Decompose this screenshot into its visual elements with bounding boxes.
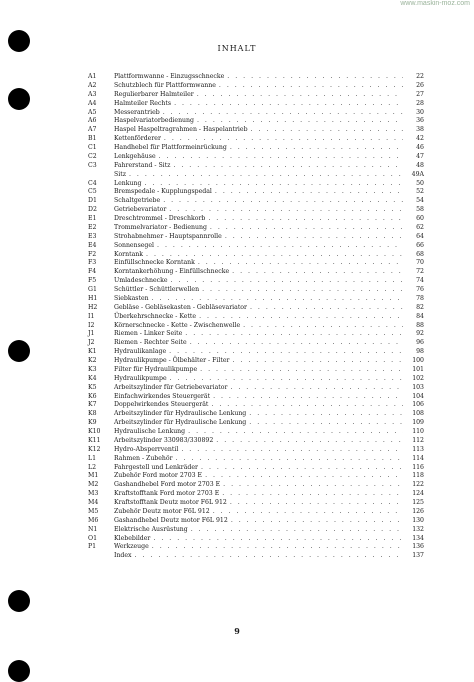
toc-entry-page: 103	[412, 383, 424, 391]
toc-entry-code: F2	[88, 250, 97, 258]
toc-entry	[88, 366, 424, 375]
toc-leader-dots	[232, 268, 403, 277]
toc-entry-page: 134	[412, 534, 424, 542]
toc-entry-page: 49A	[411, 170, 424, 178]
toc-entry-page: 70	[416, 259, 424, 267]
toc-entry	[88, 259, 424, 268]
toc-entry-label: Handhebel für Plattformeinrückung	[114, 144, 227, 151]
toc-entry-page: 22	[416, 73, 424, 80]
toc-entry-label: Rahmen - Zubehör	[114, 454, 173, 462]
toc-entry-code: C5	[88, 188, 97, 196]
toc-leader-dots	[159, 153, 403, 162]
toc-entry-label: Haspelvariatorbedienung	[114, 117, 194, 125]
toc-entry	[88, 135, 424, 144]
toc-entry-page: 102	[412, 374, 424, 382]
toc-leader-dots	[249, 419, 403, 428]
toc-entry-page: 88	[416, 321, 424, 329]
toc-entry-code: I2	[88, 321, 95, 329]
toc-entry-page: 137	[412, 552, 424, 560]
toc-entry-page: 132	[412, 525, 424, 533]
toc-entry-code: E4	[88, 241, 97, 249]
toc-leader-dots	[197, 91, 403, 100]
toc-entry-page: 54	[416, 197, 424, 205]
toc-leader-dots	[213, 393, 403, 402]
toc-entry-code: H2	[88, 303, 98, 311]
toc-entry-code: M2	[88, 481, 99, 489]
toc-entry-code: G1	[88, 286, 97, 293]
toc-entry-page: 108	[412, 410, 424, 418]
toc-entry	[88, 322, 424, 331]
toc-leader-dots	[174, 100, 403, 109]
toc-entry-label: Zubehör Deutz motor F6L 912	[114, 507, 210, 515]
toc-entry-code: K3	[88, 365, 97, 373]
toc-entry-code: A7	[88, 126, 97, 134]
toc-leader-dots	[213, 508, 403, 517]
toc-leader-dots	[215, 188, 403, 197]
toc-entry-code: A1	[88, 73, 97, 80]
toc-leader-dots	[202, 286, 403, 295]
toc-entry	[88, 419, 424, 428]
toc-entry-page: 38	[416, 126, 424, 134]
toc-leader-dots	[152, 295, 403, 304]
toc-leader-dots	[251, 126, 403, 135]
toc-entry-page: 82	[416, 303, 424, 311]
toc-leader-dots	[157, 242, 403, 251]
toc-entry-code: K9	[88, 419, 97, 427]
toc-entry-page: 113	[412, 445, 424, 453]
toc-entry	[88, 508, 424, 517]
toc-leader-dots	[129, 171, 403, 180]
toc-entry-label: Strohabnehmer - Hauptspannrolle	[114, 232, 222, 240]
toc-entry-page: 72	[416, 268, 424, 276]
toc-leader-dots	[191, 526, 403, 535]
toc-entry-label: Messerantrieb	[114, 108, 160, 116]
toc-leader-dots	[169, 348, 403, 357]
toc-entry	[88, 144, 424, 153]
toc-leader-dots	[223, 481, 403, 490]
toc-entry	[88, 73, 424, 82]
toc-entry-label: Schaltgetriebe	[114, 197, 161, 205]
toc-entry-label: Hydraulische Lenkung	[114, 428, 186, 435]
toc-entry-code: K11	[88, 436, 101, 444]
toc-leader-dots	[144, 180, 403, 189]
toc-entry-page: 116	[412, 463, 424, 471]
toc-entry	[88, 180, 424, 189]
toc-leader-dots	[188, 428, 403, 437]
toc-entry-code: B1	[88, 135, 97, 143]
toc-entry-code: L1	[88, 454, 97, 462]
binder-hole	[8, 88, 30, 110]
toc-leader-dots	[163, 197, 403, 206]
toc-entry	[88, 543, 424, 552]
toc-entry	[88, 268, 424, 277]
toc-entry	[88, 126, 424, 135]
toc-leader-dots	[169, 206, 403, 215]
toc-entry-page: 92	[416, 330, 424, 338]
toc-entry-label: Lenkung	[114, 179, 142, 187]
binder-hole	[8, 660, 30, 682]
toc-leader-dots	[222, 490, 403, 499]
toc-leader-dots	[211, 401, 403, 410]
toc-leader-dots	[197, 117, 403, 126]
toc-leader-dots	[153, 535, 403, 544]
table-of-contents	[88, 73, 424, 561]
toc-entry-page: 30	[416, 108, 424, 116]
toc-entry	[88, 233, 424, 242]
toc-entry-page: 84	[416, 312, 424, 320]
toc-entry-page: 42	[416, 135, 424, 143]
toc-entry-label: Korntankerhöhung - Einfüllschnecke	[114, 268, 230, 276]
toc-entry	[88, 82, 424, 91]
toc-entry-code: J2	[88, 339, 95, 347]
toc-entry-page: 50	[416, 179, 424, 187]
binder-hole	[8, 340, 30, 362]
toc-entry-code: K10	[88, 428, 101, 435]
toc-entry-label: Hydro-Absperrventil	[114, 445, 179, 453]
toc-entry-code: M4	[88, 499, 99, 506]
toc-leader-dots	[176, 455, 403, 464]
toc-entry-page: 64	[416, 232, 424, 240]
toc-entry	[88, 517, 424, 526]
toc-entry-page: 136	[412, 543, 424, 551]
toc-entry	[88, 481, 424, 490]
toc-entry	[88, 348, 424, 357]
toc-leader-dots	[216, 437, 403, 446]
toc-leader-dots	[230, 384, 403, 393]
toc-leader-dots	[190, 339, 403, 348]
toc-leader-dots	[171, 277, 403, 286]
toc-leader-dots	[198, 259, 403, 268]
toc-entry-code: M3	[88, 490, 99, 498]
toc-entry-page: 112	[412, 436, 424, 444]
toc-entry-page: 27	[416, 90, 424, 98]
toc-leader-dots	[164, 135, 403, 144]
page-title: INHALT	[217, 44, 257, 53]
toc-entry-code: K1	[88, 348, 97, 356]
toc-entry	[88, 437, 424, 446]
toc-entry-page: 106	[412, 401, 424, 409]
toc-entry-label: Schüttler - Schüttlerwellen	[114, 286, 200, 293]
toc-leader-dots	[243, 322, 403, 331]
toc-entry-page: 118	[412, 472, 424, 480]
toc-entry-code: K6	[88, 392, 97, 400]
toc-entry-label: Lenkgehäuse	[114, 152, 156, 160]
toc-leader-dots	[181, 446, 403, 455]
toc-leader-dots	[249, 410, 403, 419]
toc-leader-dots	[200, 366, 403, 375]
toc-entry-code: F3	[88, 259, 97, 267]
toc-entry-code: A2	[88, 81, 97, 89]
toc-entry-label: Zubehör Ford motor 2703 E	[114, 472, 203, 480]
toc-entry-label: Doppelwirkendes Steuergerät	[114, 401, 209, 409]
toc-entry-label: Schutzblech für Plattformwanne	[114, 81, 216, 89]
toc-entry-page: 47	[416, 152, 424, 160]
toc-entry-page: 46	[416, 144, 424, 151]
toc-leader-dots	[146, 251, 403, 260]
toc-entry-code: I1	[88, 312, 95, 320]
toc-entry-label: Regulierbarer Halmteiler	[114, 90, 194, 98]
toc-entry-code: K5	[88, 383, 97, 391]
toc-entry	[88, 100, 424, 109]
toc-entry	[88, 286, 424, 295]
toc-entry-page: 26	[416, 81, 424, 89]
toc-leader-dots	[227, 73, 403, 82]
toc-entry-page: 60	[416, 215, 424, 222]
toc-entry	[88, 410, 424, 419]
toc-entry-label: Riemen - Rechter Seite	[114, 339, 187, 347]
toc-entry-code: C2	[88, 152, 97, 160]
toc-entry-code: N1	[88, 525, 98, 533]
toc-entry-code: E2	[88, 223, 97, 231]
toc-entry-label: Hydraulikpumpe - Ölbehälter - Filter	[114, 357, 230, 364]
toc-entry-page: 109	[412, 419, 424, 427]
toc-entry	[88, 206, 424, 215]
toc-entry-label: Siebkasten	[114, 294, 149, 302]
toc-entry-code: M1	[88, 472, 99, 480]
toc-entry	[88, 153, 424, 162]
toc-entry-code: F5	[88, 277, 97, 285]
toc-entry	[88, 472, 424, 481]
toc-entry-label: Kraftstofftank Deutz motor F6L 912	[114, 499, 227, 506]
toc-entry-label: Fahrgestell und Lenkräder	[114, 463, 199, 471]
toc-entry-label: Arbeitszylinder für Getriebevariator	[114, 383, 228, 391]
toc-leader-dots	[232, 357, 403, 366]
toc-entry-label: Gashandhebel Ford motor 2703 E	[114, 481, 221, 489]
toc-entry-page: 101	[412, 365, 424, 373]
toc-entry-page: 76	[416, 286, 424, 293]
toc-entry-label: Hydraulikpumpe	[114, 374, 167, 382]
toc-entry-code: D2	[88, 206, 97, 214]
toc-entry-label: Arbeitszylinder 330983/330892	[114, 436, 214, 444]
toc-entry	[88, 490, 424, 499]
toc-entry	[88, 313, 424, 322]
toc-entry	[88, 446, 424, 455]
toc-entry	[88, 162, 424, 171]
toc-entry-label: Getriebevariator	[114, 206, 167, 214]
toc-leader-dots	[231, 517, 403, 526]
toc-entry	[88, 455, 424, 464]
toc-leader-dots	[152, 543, 403, 552]
toc-entry-label: Arbeitszylinder für Hydraulische Lenkung	[114, 419, 247, 427]
toc-entry-code: H1	[88, 294, 98, 302]
toc-entry-page: 28	[416, 99, 424, 107]
toc-entry-code: C3	[88, 161, 97, 169]
toc-entry	[88, 91, 424, 100]
toc-entry-code: A3	[88, 90, 97, 98]
toc-entry	[88, 117, 424, 126]
toc-entry	[88, 401, 424, 410]
toc-entry-code: P1	[88, 543, 97, 551]
toc-entry	[88, 375, 424, 384]
toc-entry-code: E3	[88, 232, 97, 240]
page-number: 9	[234, 626, 240, 636]
toc-entry-label: Werkzeuge	[114, 543, 149, 551]
toc-entry	[88, 357, 424, 366]
toc-entry-label: Haspel Haspeltragrahmen - Haspelantrieb	[114, 126, 248, 134]
toc-entry-page: 122	[412, 481, 424, 489]
toc-entry-code: M5	[88, 507, 99, 515]
toc-entry	[88, 251, 424, 260]
toc-entry	[88, 428, 424, 437]
toc-entry-code: A6	[88, 117, 97, 125]
toc-leader-dots	[135, 552, 403, 561]
toc-entry-page: 98	[416, 348, 424, 356]
toc-entry-page: 78	[416, 294, 424, 302]
toc-entry	[88, 277, 424, 286]
toc-entry-label: Riemen - Linker Seite	[114, 330, 183, 338]
toc-leader-dots	[199, 313, 403, 322]
toc-leader-dots	[230, 144, 403, 153]
toc-entry-label: Arbeitszylinder für Hydraulische Lenkung	[114, 410, 247, 418]
toc-entry-page: 126	[412, 507, 424, 515]
toc-entry-label: Hydraulikanlage	[114, 348, 167, 356]
toc-entry-code: K2	[88, 357, 97, 364]
toc-entry-label: Filter für Hydraulikpumpe	[114, 365, 198, 373]
toc-leader-dots	[201, 464, 403, 473]
toc-leader-dots	[173, 162, 403, 171]
toc-entry-label: Trommelvariator - Bedienung	[114, 223, 207, 231]
toc-leader-dots	[210, 224, 403, 233]
toc-entry	[88, 188, 424, 197]
toc-entry-code: A4	[88, 99, 97, 107]
toc-entry-code: A5	[88, 108, 97, 116]
toc-entry-label: Gashandhebel Deutz motor F6L 912	[114, 516, 228, 524]
toc-entry-page: 62	[416, 223, 424, 231]
toc-entry-code: K4	[88, 374, 97, 382]
toc-entry	[88, 295, 424, 304]
toc-leader-dots	[185, 330, 403, 339]
toc-entry-label: Fahrerstand - Sitz	[114, 161, 171, 169]
toc-entry-page: 100	[412, 357, 424, 364]
toc-entry	[88, 215, 424, 224]
toc-entry-code: O1	[88, 534, 98, 542]
toc-entry	[88, 552, 424, 561]
toc-entry	[88, 499, 424, 508]
toc-entry	[88, 224, 424, 233]
toc-entry-code: F4	[88, 268, 97, 276]
toc-entry-label: Sonnensegel	[114, 241, 155, 249]
toc-entry	[88, 171, 424, 180]
toc-entry-page: 58	[416, 206, 424, 214]
toc-entry-label: Einfachwirkendes Steuergerät	[114, 392, 211, 400]
toc-leader-dots	[230, 499, 403, 508]
toc-entry-page: 110	[412, 428, 424, 435]
toc-entry-label: Umladeschnecke	[114, 277, 168, 285]
toc-entry-label: Klebebilder	[114, 534, 151, 542]
toc-entry-page: 114	[412, 454, 424, 462]
toc-entry-label: Dreschtrommel - Dreschkorb	[114, 215, 206, 222]
toc-entry-label: Einfüllschnecke Korntank	[114, 259, 195, 267]
toc-entry	[88, 330, 424, 339]
toc-entry-label: Körnerschnecke - Kette - Zwischenwelle	[114, 321, 241, 329]
toc-leader-dots	[250, 304, 403, 313]
toc-entry-label: Plattformwanne - Einzugsschnecke	[114, 73, 225, 80]
toc-entry-label: Kettenförderer	[114, 135, 161, 143]
toc-entry	[88, 393, 424, 402]
toc-entry-code: C1	[88, 144, 97, 151]
toc-entry-page: 36	[416, 117, 424, 125]
toc-entry-label: Elektrische Ausrüstung	[114, 525, 188, 533]
toc-entry-page: 68	[416, 250, 424, 258]
toc-entry-label: Gebläse - Gebläsekasten - Gebläsevariator	[114, 303, 247, 311]
toc-leader-dots	[170, 375, 403, 384]
toc-entry-code: C4	[88, 179, 97, 187]
toc-entry-label: Überkehrschnecke - Kette	[114, 312, 197, 320]
toc-entry	[88, 339, 424, 348]
toc-entry	[88, 526, 424, 535]
toc-entry	[88, 304, 424, 313]
toc-entry-label: Kraftstofftank Ford motor 2703 E	[114, 490, 220, 498]
toc-entry-page: 66	[416, 241, 424, 249]
toc-entry	[88, 464, 424, 473]
toc-entry-page: 124	[412, 490, 424, 498]
toc-entry-code: M6	[88, 516, 99, 524]
toc-entry-label: Halmteiler Rechts	[114, 99, 172, 107]
toc-leader-dots	[205, 472, 403, 481]
watermark: www.maskin-moz.com	[400, 0, 470, 7]
toc-entry-code: J1	[88, 330, 95, 338]
toc-leader-dots	[219, 82, 403, 91]
toc-entry-code: D1	[88, 197, 97, 205]
toc-leader-dots	[225, 233, 403, 242]
toc-entry-page: 104	[412, 392, 424, 400]
toc-leader-dots	[163, 109, 403, 118]
toc-entry-code: K7	[88, 401, 97, 409]
toc-entry	[88, 109, 424, 118]
toc-entry-code: K12	[88, 445, 101, 453]
toc-entry-code: L2	[88, 463, 97, 471]
toc-leader-dots	[208, 215, 403, 224]
toc-entry	[88, 242, 424, 251]
binder-hole	[8, 590, 30, 612]
toc-entry-code: E1	[88, 215, 97, 222]
toc-entry	[88, 535, 424, 544]
toc-entry-code: K8	[88, 410, 97, 418]
toc-entry-label: Sitz	[114, 170, 126, 178]
toc-entry	[88, 197, 424, 206]
toc-entry-label: Korntank	[114, 250, 144, 258]
toc-entry-label: Index	[114, 552, 132, 560]
toc-entry-page: 52	[416, 188, 424, 196]
toc-entry-page: 74	[416, 277, 424, 285]
toc-entry-label: Bremspedale - Kupplungspedal	[114, 188, 212, 196]
toc-entry-page: 96	[416, 339, 424, 347]
toc-entry-page: 130	[412, 516, 424, 524]
toc-entry	[88, 384, 424, 393]
toc-entry-page: 48	[416, 161, 424, 169]
toc-entry-page: 125	[412, 499, 424, 506]
